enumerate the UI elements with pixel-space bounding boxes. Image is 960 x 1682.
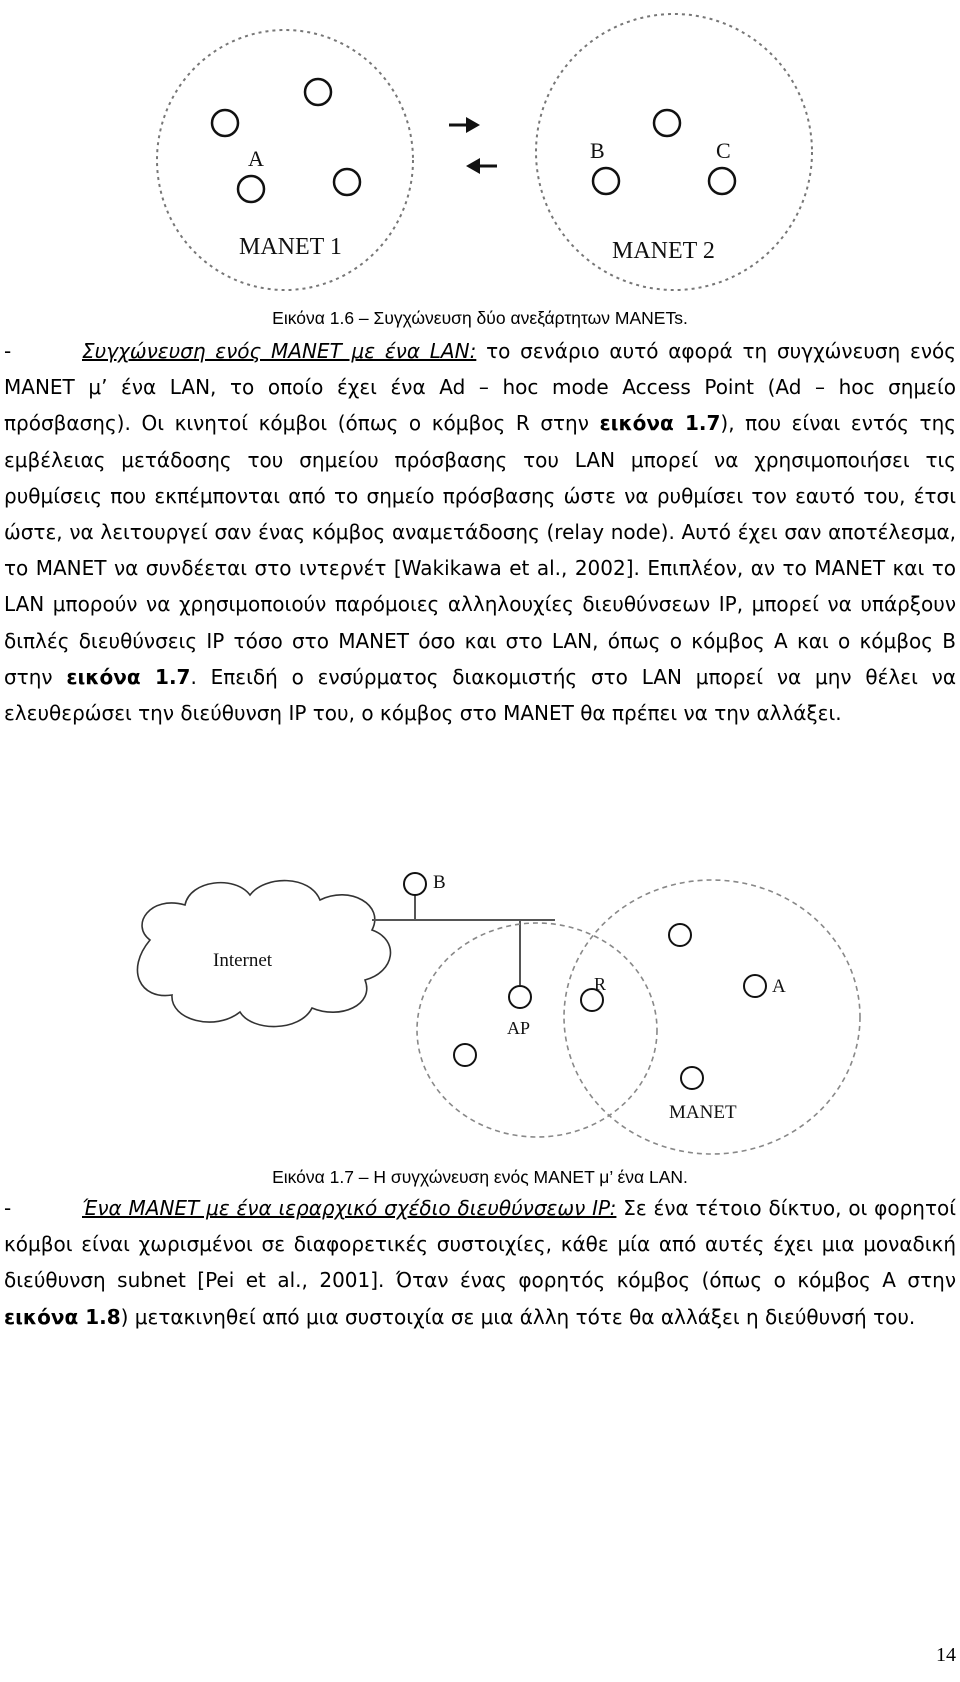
arrow-left-icon [466,158,497,174]
bullet-dash: - [4,1196,12,1220]
ap-range [417,923,657,1137]
lan-node [454,1044,476,1066]
manet-node [669,924,691,946]
manet1-node [334,169,360,195]
section-title: Συγχώνευση ενός MANET με ένα LAN: [82,339,477,363]
node-b [593,168,619,194]
manet1-node [305,79,331,105]
node-b-label: B [433,872,446,893]
manet2-label: MANET 2 [612,238,715,264]
figure-1-6-caption: Εικόνα 1.6 – Συγχώνευση δύο ανεξάρτητων MANETs. [272,308,688,328]
node-r-label: R [594,974,607,994]
paragraph-text: το σενάριο αυτό αφορά τη συγχώνευση ενός MANET μ’ ένα LAN, το οποίο έχει ένα Ad – hoc mode Access Point (Ad – hoc σημείο πρόσβασης). Οι κινητοί κόμβοι (όπως ο κόμβος R στην [4,339,956,436]
node-b-label: B [590,138,605,163]
bullet-dash: - [4,339,12,363]
paragraph-text: Σε ένα τέτοιο δίκτυο, οι φορητοί κόμβοι είναι χωρισμένοι σε διαφορετικές συστοιχίες, κάθε μία από αυτές έχει μια μοναδική διεύθυνση subnet [Pei et al., 2001]. Όταν ένας φορητός κόμβος (όπως ο κόμβος A στην [4,1196,956,1293]
node-a [744,975,766,997]
figure-reference: εικόνα 1.7 [66,664,191,689]
node-ap-label: AP [507,1018,531,1038]
node-c-label: C [716,138,731,163]
page-number: 14 [936,1644,956,1666]
access-point-node [509,986,531,1008]
node-a-label: A [772,976,786,997]
node-c [709,168,735,194]
paragraph-manet-lan [4,333,956,731]
paragraph-text: ) μετακινηθεί από μια συστοιχία σε μια άλλη τότε θα αλλάξει η διεύθυνσή του. [120,1304,916,1329]
node-a [238,176,264,202]
manet1-node [212,110,238,136]
figure-reference: εικόνα 1.7 [599,411,721,436]
figure-reference: εικόνα 1.8 [4,1304,121,1329]
manet1-label: MANET 1 [239,234,342,260]
arrow-right-icon [449,117,480,133]
node-a-label: A [248,146,264,171]
section-title: Ένα MANET με ένα ιεραρχικό σχέδιο διευθύνσεων IP: [82,1196,617,1220]
paragraph-text: . Επειδή ο ενσύρματος διακομιστής στο LAN μπορεί να μην θέλει να ελευθερώσει την διεύθυνση IP του, ο κόμβος στο MANET θα πρέπει να την αλλάξει. [4,664,957,726]
paragraph-text: ), που είναι εντός της εμβέλειας μετάδοσης του σημείου πρόσβασης του LAN μπορεί να χρησιμοποιήσει τις ρυθμίσεις που εκπέμπονται από το σημείο πρόσβασης ώστε να ρυθμίσει τον εαυτό του, έτσι ώστε, να λειτουργεί σαν ένας κόμβος αναμετάδοσης (relay node). Αυτό έχει σαν αποτέλεσμα, το MANET να συνδέεται στο ιντερνέτ [Wakikawa et al., 2002]. Επιπλέον, αν το MANET και το LAN μπορούν να χρησιμοποιούν παρόμοιες αλληλουχίες διευθύνσεων IP, μπορεί να υπάρξουν διπλές διευθύνσεις IP τόσο στο MANET όσο και στο LAN, όπως ο κόμβος A και ο κόμβος B στην [4,411,956,689]
figure-1-7 [0,860,960,1170]
internet-label: Internet [213,950,273,971]
figure-1-7-caption: Εικόνα 1.7 – Η συγχώνευση ενός MANET μ’ ένα LAN. [272,1167,688,1187]
figure-1-6 [0,0,960,305]
manet2-node [654,110,680,136]
paragraph-hierarchical-ip [4,1190,956,1335]
node-b [404,873,426,895]
manet-label: MANET [669,1102,737,1123]
manet-node [681,1067,703,1089]
